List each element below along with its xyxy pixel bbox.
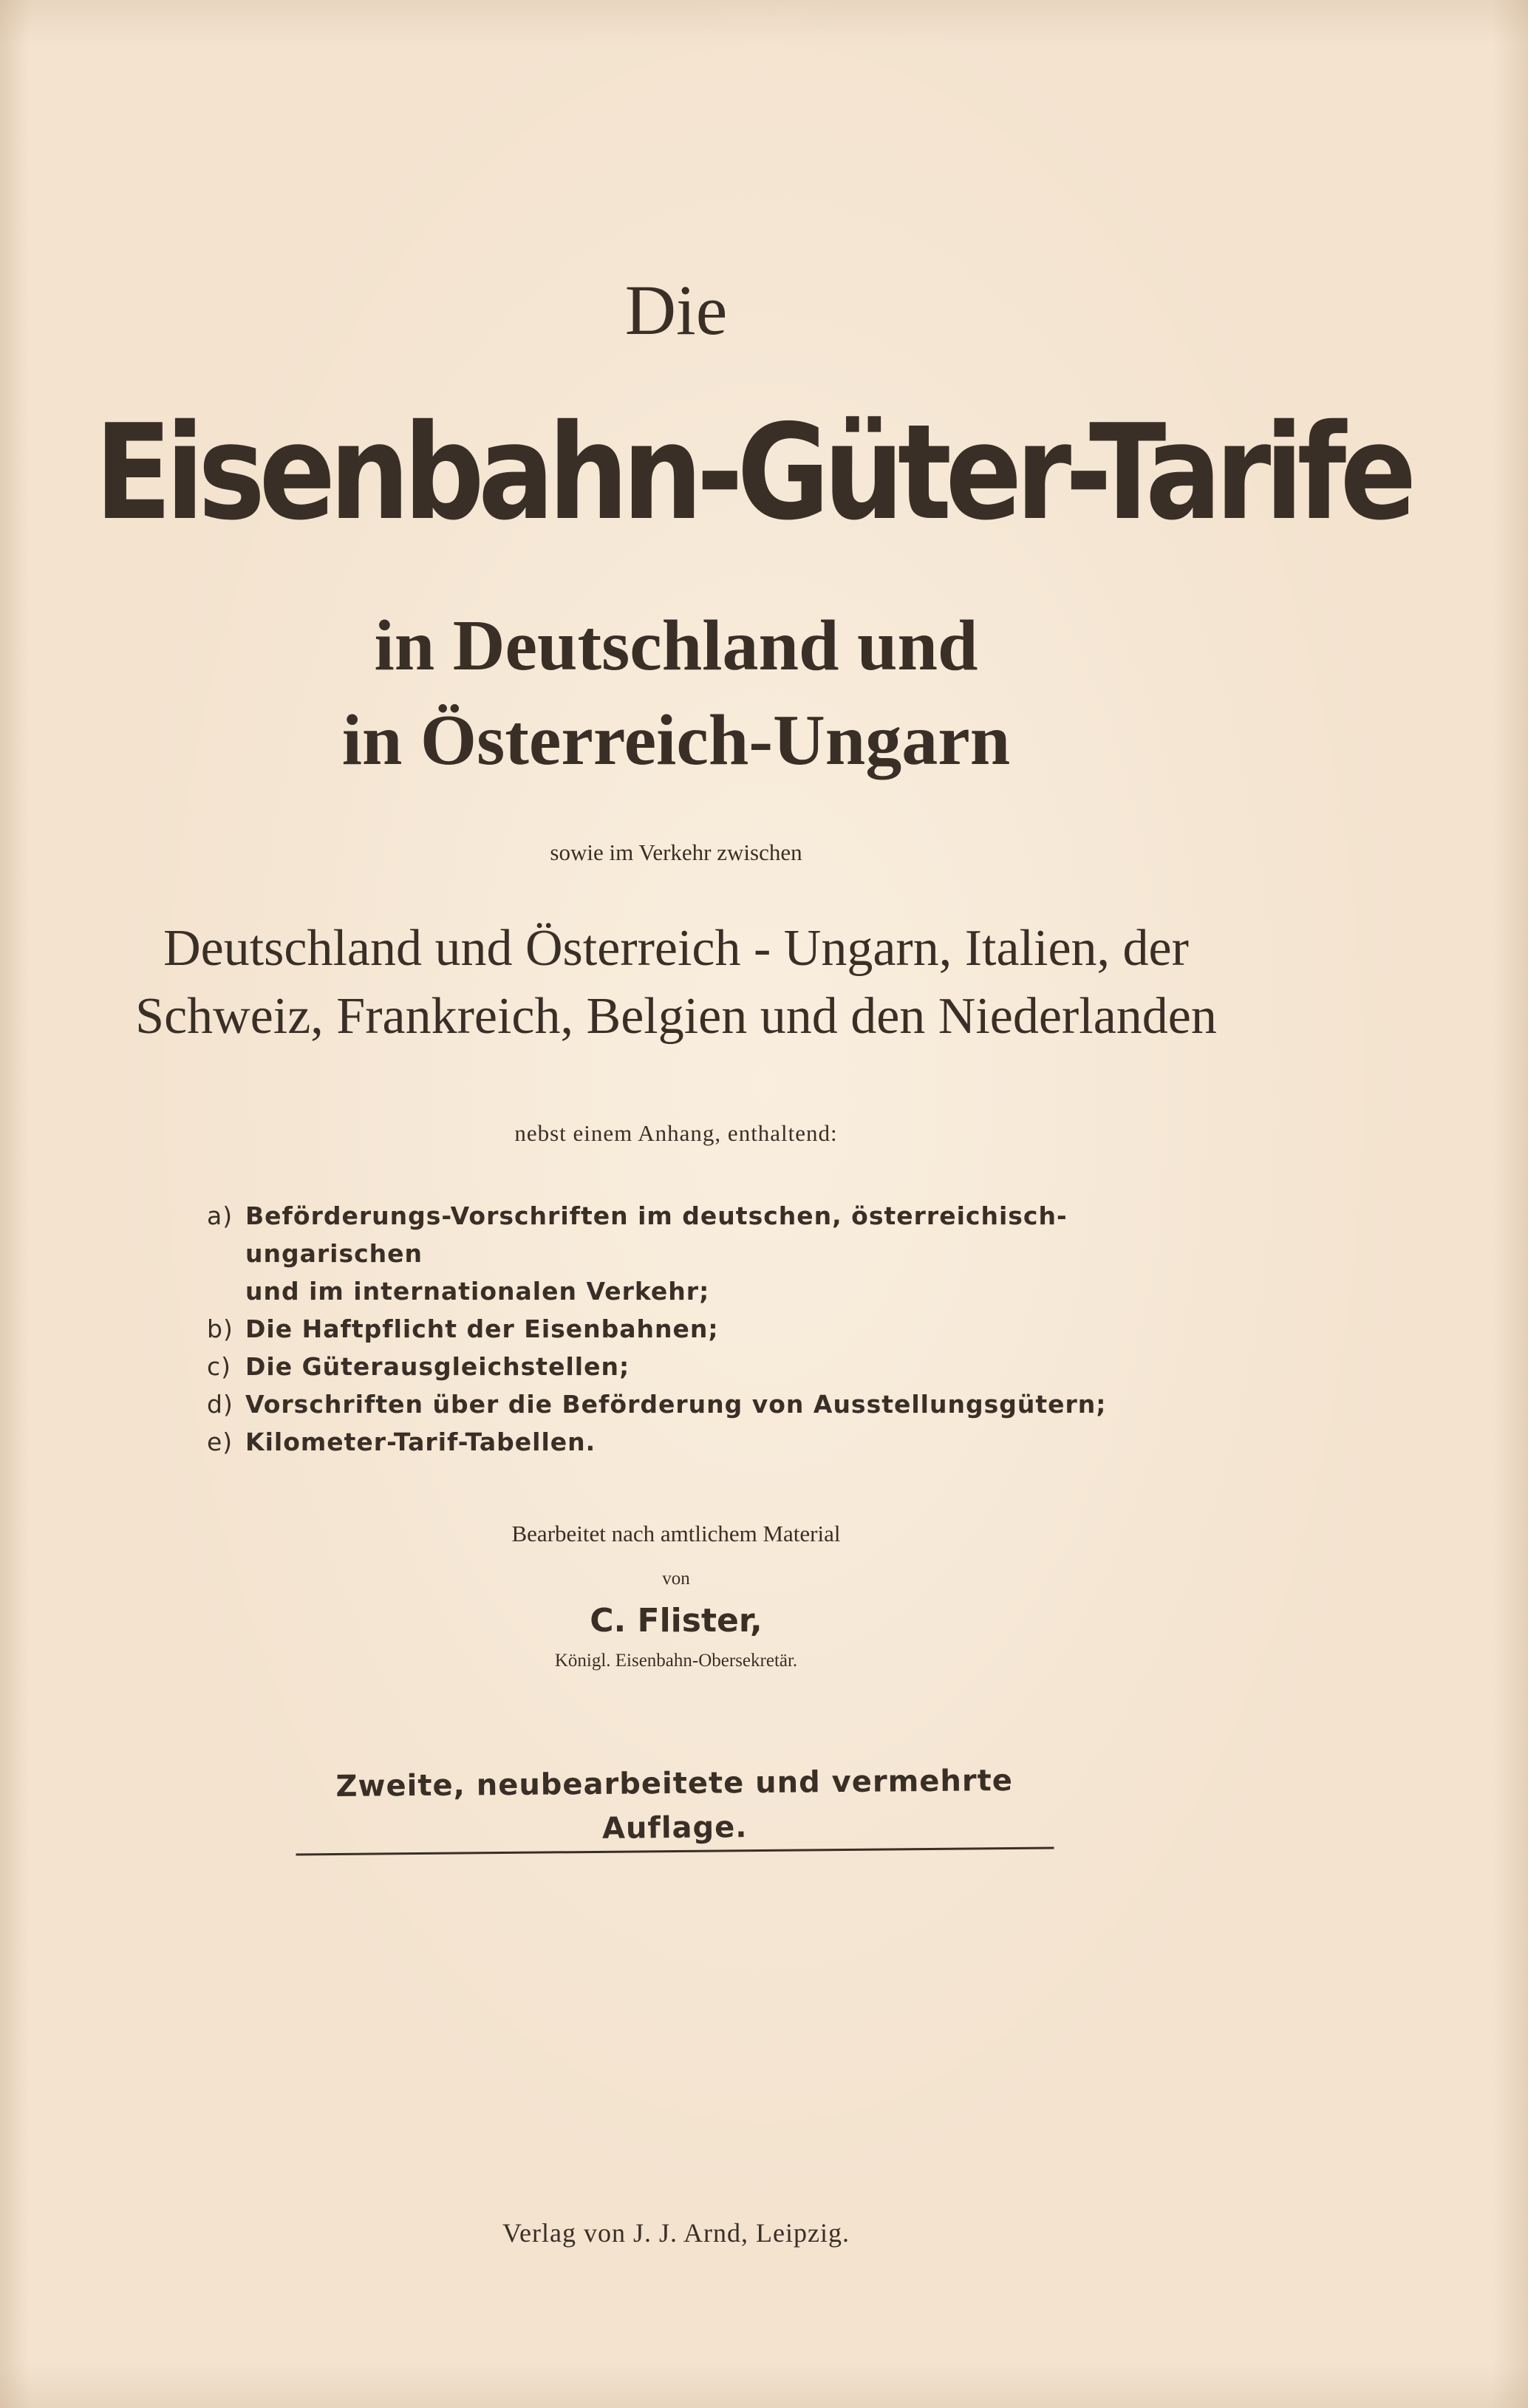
subtitle	[0, 598, 1352, 788]
by-line: von	[662, 1569, 690, 1589]
title-article: Die	[624, 270, 728, 349]
contents-item	[207, 1385, 1167, 1423]
contents-item	[207, 1348, 1167, 1385]
publisher-imprint: Verlag von J. J. Arnd, Leipzig.	[502, 2218, 850, 2248]
subtitle-line-2: in Österreich-Ungarn	[341, 700, 1011, 780]
contents-item-text: Beförderungs-Vorschriften im deutschen, österreichisch-ungarischen	[245, 1201, 1068, 1268]
countries-line-2: Schweiz, Frankreich, Belgien und den Niederlanden	[135, 988, 1217, 1045]
contents-item-letter: b)	[207, 1314, 233, 1343]
contents-list	[207, 1197, 1167, 1461]
edition-statement: Zweite, neubearbeitete und vermehrte Auflage.	[295, 1759, 1054, 1856]
contents-item	[207, 1310, 1167, 1348]
author-rank: Königl. Eisenbahn-Obersekretär.	[554, 1651, 798, 1671]
contents-item-text: Kilometer-Tarif-Tabellen.	[245, 1428, 596, 1456]
contents-item-letter: d)	[207, 1390, 233, 1419]
contents-item-letter: c)	[207, 1352, 232, 1381]
connector-text: sowie im Verkehr zwischen	[550, 839, 802, 865]
contents-item	[207, 1423, 1167, 1461]
countries-line-1: Deutschland und Österreich - Ungarn, Italien, der	[163, 920, 1189, 977]
main-title: Eisenbahn-Güter-Tarife	[95, 396, 1411, 549]
author-name: C. Flister,	[590, 1602, 763, 1640]
contents-item-text: Die Güterausgleichstellen;	[245, 1352, 630, 1381]
contents-item-letter: e)	[207, 1428, 233, 1456]
contents-item-text: Die Haftpflicht der Eisenbahnen;	[245, 1314, 719, 1343]
contents-item	[207, 1197, 1167, 1272]
subtitle-line-1: in Deutschland und	[374, 606, 978, 686]
contents-item-text: und im internationalen Verkehr;	[245, 1277, 710, 1306]
countries	[0, 915, 1352, 1051]
contents-item-letter: a)	[207, 1201, 233, 1230]
contents-item-continuation	[207, 1272, 1167, 1310]
contents-item-text: Vorschriften über die Beförderung von Ausstellungsgütern;	[245, 1390, 1107, 1419]
compiled-note: Bearbeitet nach amtlichem Material	[511, 1521, 841, 1546]
appendix-intro: nebst einem Anhang, enthaltend:	[514, 1120, 838, 1146]
